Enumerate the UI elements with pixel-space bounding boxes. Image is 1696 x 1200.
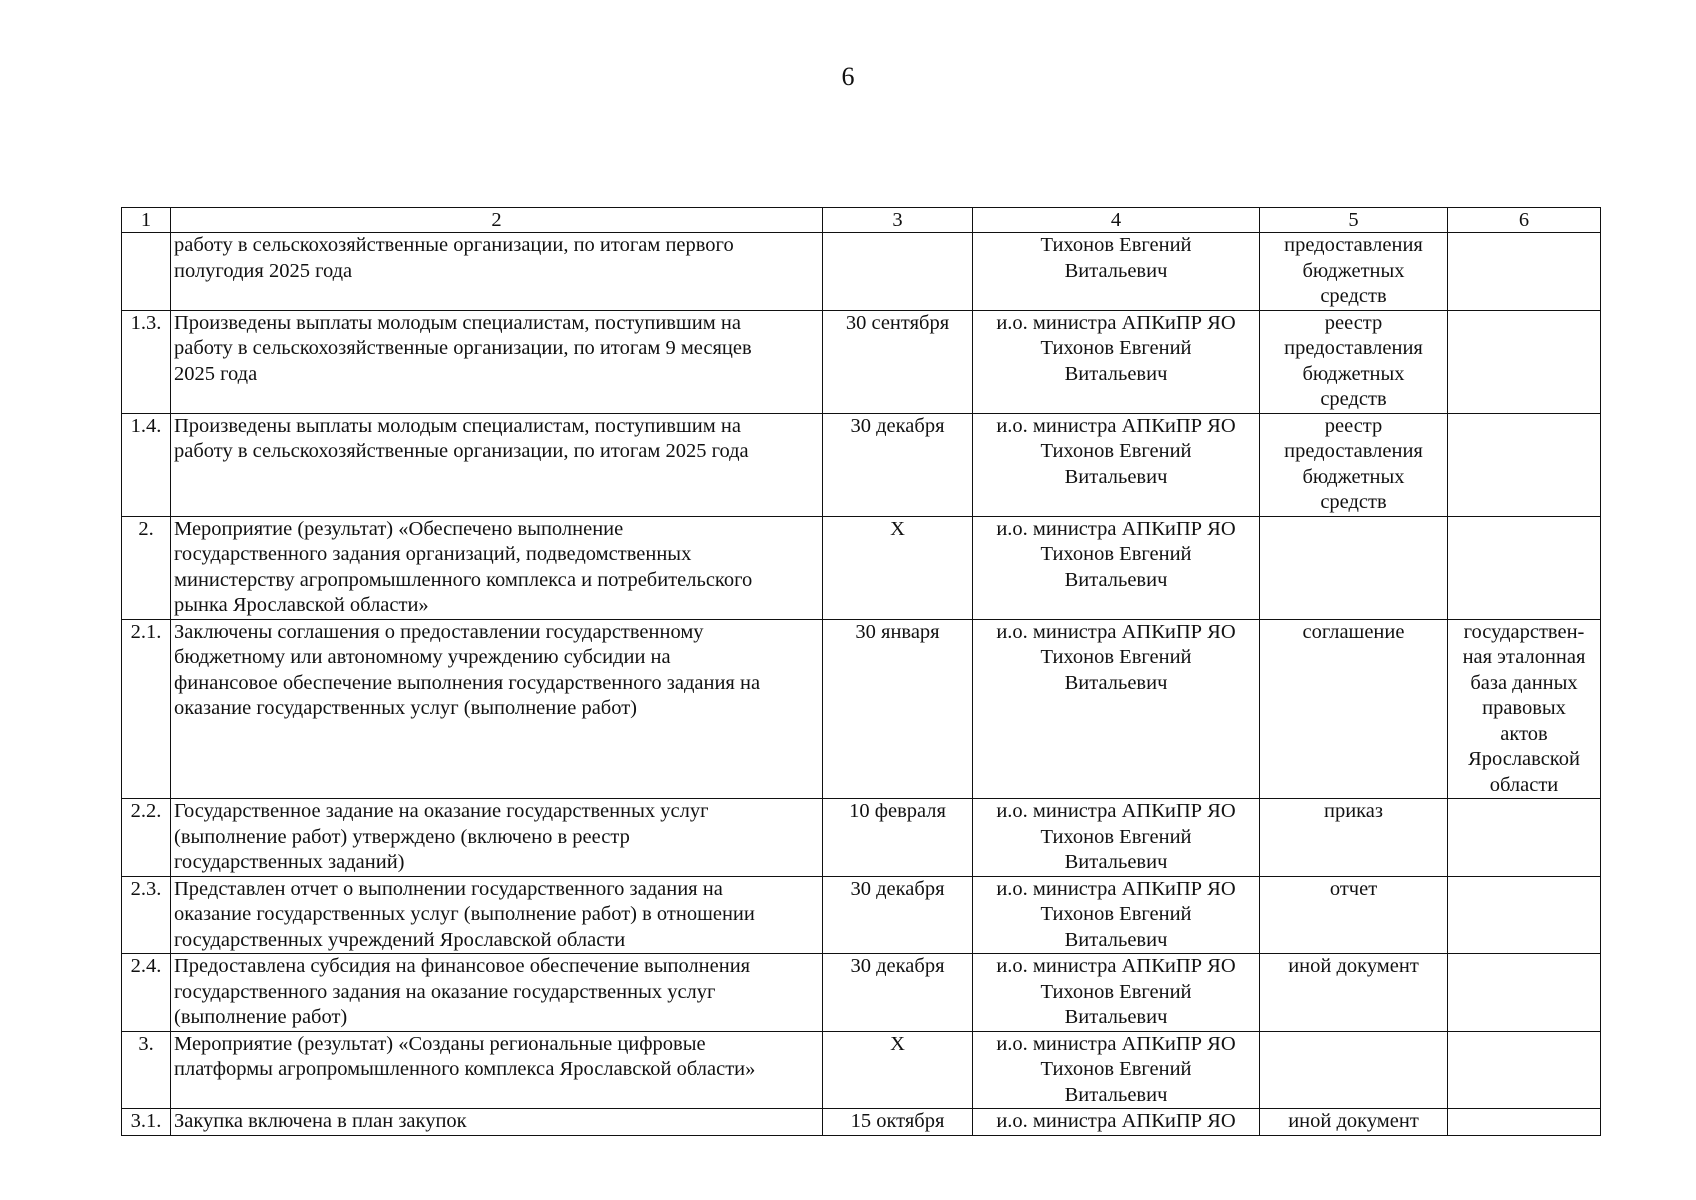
column-header: 2 bbox=[171, 208, 823, 233]
cell-text-line: Тихонов Евгений bbox=[1040, 825, 1192, 848]
column-number-row bbox=[122, 208, 1601, 233]
cell-text-line: актов bbox=[1500, 722, 1548, 745]
cell-text-line: 30 декабря bbox=[850, 955, 945, 977]
cell-text-line: иной документ bbox=[1288, 1110, 1419, 1132]
column-header: 4 bbox=[973, 208, 1260, 233]
description-cell bbox=[171, 310, 823, 413]
deadline-cell bbox=[823, 799, 973, 877]
cell-text-line: Мероприятие (результат) «Обеспечено выполнение bbox=[174, 517, 624, 540]
deadline-cell bbox=[823, 619, 973, 799]
deadline-cell bbox=[823, 1109, 973, 1136]
document-type-cell bbox=[1260, 233, 1448, 311]
cell-text-line: приказ bbox=[1323, 800, 1384, 822]
description-cell bbox=[171, 413, 823, 516]
document-type-cell bbox=[1260, 799, 1448, 877]
deadline-cell bbox=[823, 310, 973, 413]
document-type-cell bbox=[1260, 619, 1448, 799]
cell-text-line: Произведены выплаты молодым специалистам, поступившим на bbox=[174, 311, 741, 334]
deadline-cell bbox=[823, 954, 973, 1032]
cell-text-line: государственных заданий) bbox=[174, 851, 405, 873]
table-row bbox=[122, 954, 1601, 1032]
responsible-cell bbox=[973, 413, 1260, 516]
cell-text-line: Х bbox=[890, 1032, 905, 1055]
document-type-cell bbox=[1260, 413, 1448, 516]
document-type-cell bbox=[1260, 876, 1448, 954]
cell-text-line: 10 февраля bbox=[849, 800, 946, 822]
info-source-cell bbox=[1448, 876, 1601, 954]
cell-text-line: предоставления bbox=[1284, 234, 1423, 256]
item-number-cell: 2.1. bbox=[122, 619, 171, 799]
cell-text-line: Произведены выплаты молодым специалистам, поступившим на bbox=[174, 414, 741, 437]
cell-text-line: Тихонов Евгений bbox=[1040, 337, 1192, 359]
item-number-cell: 1.3. bbox=[122, 310, 171, 413]
table-row bbox=[122, 413, 1601, 516]
cell-text-line: (выполнение работ) bbox=[174, 1006, 348, 1028]
info-source-cell bbox=[1448, 233, 1601, 311]
info-source-cell bbox=[1448, 619, 1601, 799]
cell-text-line: 2025 года bbox=[174, 362, 258, 385]
cell-text-line: Х bbox=[890, 517, 905, 540]
cell-text-line: Представлен отчет о выполнении государственного задания на bbox=[174, 877, 723, 900]
cell-text-line: Витальевич bbox=[1064, 928, 1168, 951]
cell-text-line: Тихонов Евгений bbox=[1040, 980, 1192, 1003]
responsible-cell bbox=[973, 1031, 1260, 1109]
cell-text-line: рынка Ярославской области» bbox=[174, 594, 429, 616]
cell-text-line: предоставления bbox=[1284, 440, 1423, 462]
cell-text-line: государственного задания на оказание государственных услуг bbox=[174, 980, 716, 1003]
document-type-cell bbox=[1260, 310, 1448, 413]
item-number-cell: 2.4. bbox=[122, 954, 171, 1032]
cell-text-line: средств bbox=[1320, 388, 1387, 410]
table-row bbox=[122, 1109, 1601, 1136]
cell-text-line: и.о. министра АПКиПР ЯО bbox=[996, 877, 1236, 900]
item-number-cell: 3. bbox=[122, 1031, 171, 1109]
responsible-cell bbox=[973, 619, 1260, 799]
table-row bbox=[122, 1031, 1601, 1109]
description-cell bbox=[171, 233, 823, 311]
description-cell bbox=[171, 516, 823, 619]
cell-text-line: средств bbox=[1320, 491, 1387, 513]
cell-text-line: база данных bbox=[1470, 671, 1578, 694]
cell-text-line: оказание государственных услуг (выполнение работ) в отношении bbox=[174, 903, 755, 925]
cell-text-line: средств bbox=[1320, 285, 1387, 307]
cell-text-line: финансовое обеспечение выполнения государственного задания на bbox=[174, 671, 761, 694]
cell-text-line: бюджетных bbox=[1302, 465, 1405, 488]
cell-text-line: предоставления bbox=[1284, 337, 1423, 359]
cell-text-line: бюджетному или автономному учреждению субсидии на bbox=[174, 646, 671, 668]
info-source-cell bbox=[1448, 1109, 1601, 1136]
deadline-cell bbox=[823, 516, 973, 619]
cell-text-line: оказание государственных услуг (выполнение работ) bbox=[174, 697, 637, 719]
item-number-cell bbox=[122, 233, 171, 311]
cell-text-line: и.о. министра АПКиПР ЯО bbox=[996, 517, 1236, 540]
item-number-cell: 2.3. bbox=[122, 876, 171, 954]
responsible-cell bbox=[973, 799, 1260, 877]
cell-text-line: области bbox=[1489, 773, 1559, 796]
table-row bbox=[122, 619, 1601, 799]
column-header: 1 bbox=[122, 208, 171, 233]
info-source-cell bbox=[1448, 799, 1601, 877]
info-source-cell bbox=[1448, 413, 1601, 516]
info-source-cell bbox=[1448, 310, 1601, 413]
table-row bbox=[122, 799, 1601, 877]
cell-text-line: Витальевич bbox=[1064, 671, 1168, 694]
cell-text-line: Витальевич bbox=[1064, 1083, 1168, 1106]
description-cell bbox=[171, 1109, 823, 1136]
cell-text-line: работу в сельскохозяйственные организации, по итогам 9 месяцев bbox=[174, 337, 752, 359]
cell-text-line: 15 октября bbox=[850, 1110, 945, 1132]
cell-text-line: реестр bbox=[1324, 311, 1383, 334]
responsible-cell bbox=[973, 1109, 1260, 1136]
cell-text-line: Тихонов Евгений bbox=[1040, 234, 1192, 256]
responsible-cell bbox=[973, 310, 1260, 413]
responsible-cell bbox=[973, 233, 1260, 311]
item-number-cell: 2. bbox=[122, 516, 171, 619]
cell-text-line: Мероприятие (результат) «Созданы региональные цифровые bbox=[174, 1032, 706, 1055]
cell-text-line: иной документ bbox=[1288, 955, 1419, 977]
cell-text-line: Тихонов Евгений bbox=[1040, 440, 1192, 462]
document-type-cell bbox=[1260, 1109, 1448, 1136]
plan-table bbox=[121, 207, 1601, 1136]
cell-text-line: государствен- bbox=[1463, 620, 1585, 643]
cell-text-line: ная эталонная bbox=[1462, 646, 1586, 668]
plan-table-body bbox=[122, 233, 1601, 1136]
cell-text-line: Закупка включена в план закупок bbox=[174, 1110, 467, 1132]
description-cell bbox=[171, 799, 823, 877]
document-type-cell bbox=[1260, 1031, 1448, 1109]
cell-text-line: Витальевич bbox=[1064, 465, 1168, 488]
cell-text-line: (выполнение работ) утверждено (включено в реестр bbox=[174, 825, 630, 848]
description-cell bbox=[171, 619, 823, 799]
cell-text-line: Витальевич bbox=[1064, 568, 1168, 591]
item-number-cell: 1.4. bbox=[122, 413, 171, 516]
cell-text-line: 30 декабря bbox=[850, 877, 945, 900]
responsible-cell bbox=[973, 516, 1260, 619]
cell-text-line: Витальевич bbox=[1064, 851, 1168, 873]
table-row bbox=[122, 876, 1601, 954]
description-cell bbox=[171, 1031, 823, 1109]
table-row bbox=[122, 310, 1601, 413]
cell-text-line: государственных учреждений Ярославской области bbox=[174, 928, 626, 951]
page-number: 6 bbox=[841, 62, 855, 91]
column-header: 3 bbox=[823, 208, 973, 233]
deadline-cell bbox=[823, 1031, 973, 1109]
cell-text-line: Заключены соглашения о предоставлении государственному bbox=[174, 620, 704, 643]
deadline-cell bbox=[823, 233, 973, 311]
cell-text-line: 30 января bbox=[855, 620, 940, 643]
cell-text-line: соглашение bbox=[1302, 620, 1405, 643]
cell-text-line: Витальевич bbox=[1064, 362, 1168, 385]
cell-text-line: и.о. министра АПКиПР ЯО bbox=[996, 620, 1236, 643]
cell-text-line: Витальевич bbox=[1064, 1006, 1168, 1028]
info-source-cell bbox=[1448, 954, 1601, 1032]
document-type-cell bbox=[1260, 954, 1448, 1032]
cell-text-line: бюджетных bbox=[1302, 362, 1405, 385]
document-type-cell bbox=[1260, 516, 1448, 619]
cell-text-line: и.о. министра АПКиПР ЯО bbox=[996, 1110, 1236, 1132]
deadline-cell bbox=[823, 413, 973, 516]
cell-text-line: правовых bbox=[1482, 697, 1566, 719]
responsible-cell bbox=[973, 954, 1260, 1032]
cell-text-line: Тихонов Евгений bbox=[1040, 543, 1192, 565]
description-cell bbox=[171, 954, 823, 1032]
cell-text-line: Тихонов Евгений bbox=[1040, 903, 1192, 925]
cell-text-line: Тихонов Евгений bbox=[1040, 646, 1192, 668]
cell-text-line: Витальевич bbox=[1064, 259, 1168, 282]
cell-text-line: и.о. министра АПКиПР ЯО bbox=[996, 800, 1236, 822]
cell-text-line: работу в сельскохозяйственные организации, по итогам 2025 года bbox=[174, 440, 749, 462]
cell-text-line: министерству агропромышленного комплекса и потребительского bbox=[174, 568, 753, 591]
cell-text-line: 30 декабря bbox=[850, 414, 945, 437]
cell-text-line: платформы агропромышленного комплекса Ярославской области» bbox=[174, 1058, 756, 1080]
cell-text-line: бюджетных bbox=[1302, 259, 1405, 282]
table-row bbox=[122, 233, 1601, 311]
info-source-cell bbox=[1448, 516, 1601, 619]
info-source-cell bbox=[1448, 1031, 1601, 1109]
cell-text-line: Ярославской bbox=[1468, 748, 1580, 770]
cell-text-line: Тихонов Евгений bbox=[1040, 1058, 1192, 1080]
responsible-cell bbox=[973, 876, 1260, 954]
item-number-cell: 3.1. bbox=[122, 1109, 171, 1136]
cell-text-line: и.о. министра АПКиПР ЯО bbox=[996, 1032, 1236, 1055]
cell-text-line: работу в сельскохозяйственные организации, по итогам первого bbox=[174, 234, 734, 256]
column-header: 5 bbox=[1260, 208, 1448, 233]
deadline-cell bbox=[823, 876, 973, 954]
cell-text-line: полугодия 2025 года bbox=[174, 259, 353, 282]
cell-text-line: отчет bbox=[1329, 877, 1378, 900]
item-number-cell: 2.2. bbox=[122, 799, 171, 877]
cell-text-line: Государственное задание на оказание государственных услуг bbox=[174, 800, 709, 822]
description-cell bbox=[171, 876, 823, 954]
cell-text-line: государственного задания организаций, подведомственных bbox=[174, 543, 692, 565]
cell-text-line: и.о. министра АПКиПР ЯО bbox=[996, 414, 1236, 437]
column-header: 6 bbox=[1448, 208, 1601, 233]
cell-text-line: и.о. министра АПКиПР ЯО bbox=[996, 311, 1236, 334]
cell-text-line: и.о. министра АПКиПР ЯО bbox=[996, 955, 1236, 977]
cell-text-line: 30 сентября bbox=[845, 311, 950, 334]
table-row bbox=[122, 516, 1601, 619]
cell-text-line: реестр bbox=[1324, 414, 1383, 437]
cell-text-line: Предоставлена субсидия на финансовое обеспечение выполнения bbox=[174, 955, 751, 977]
